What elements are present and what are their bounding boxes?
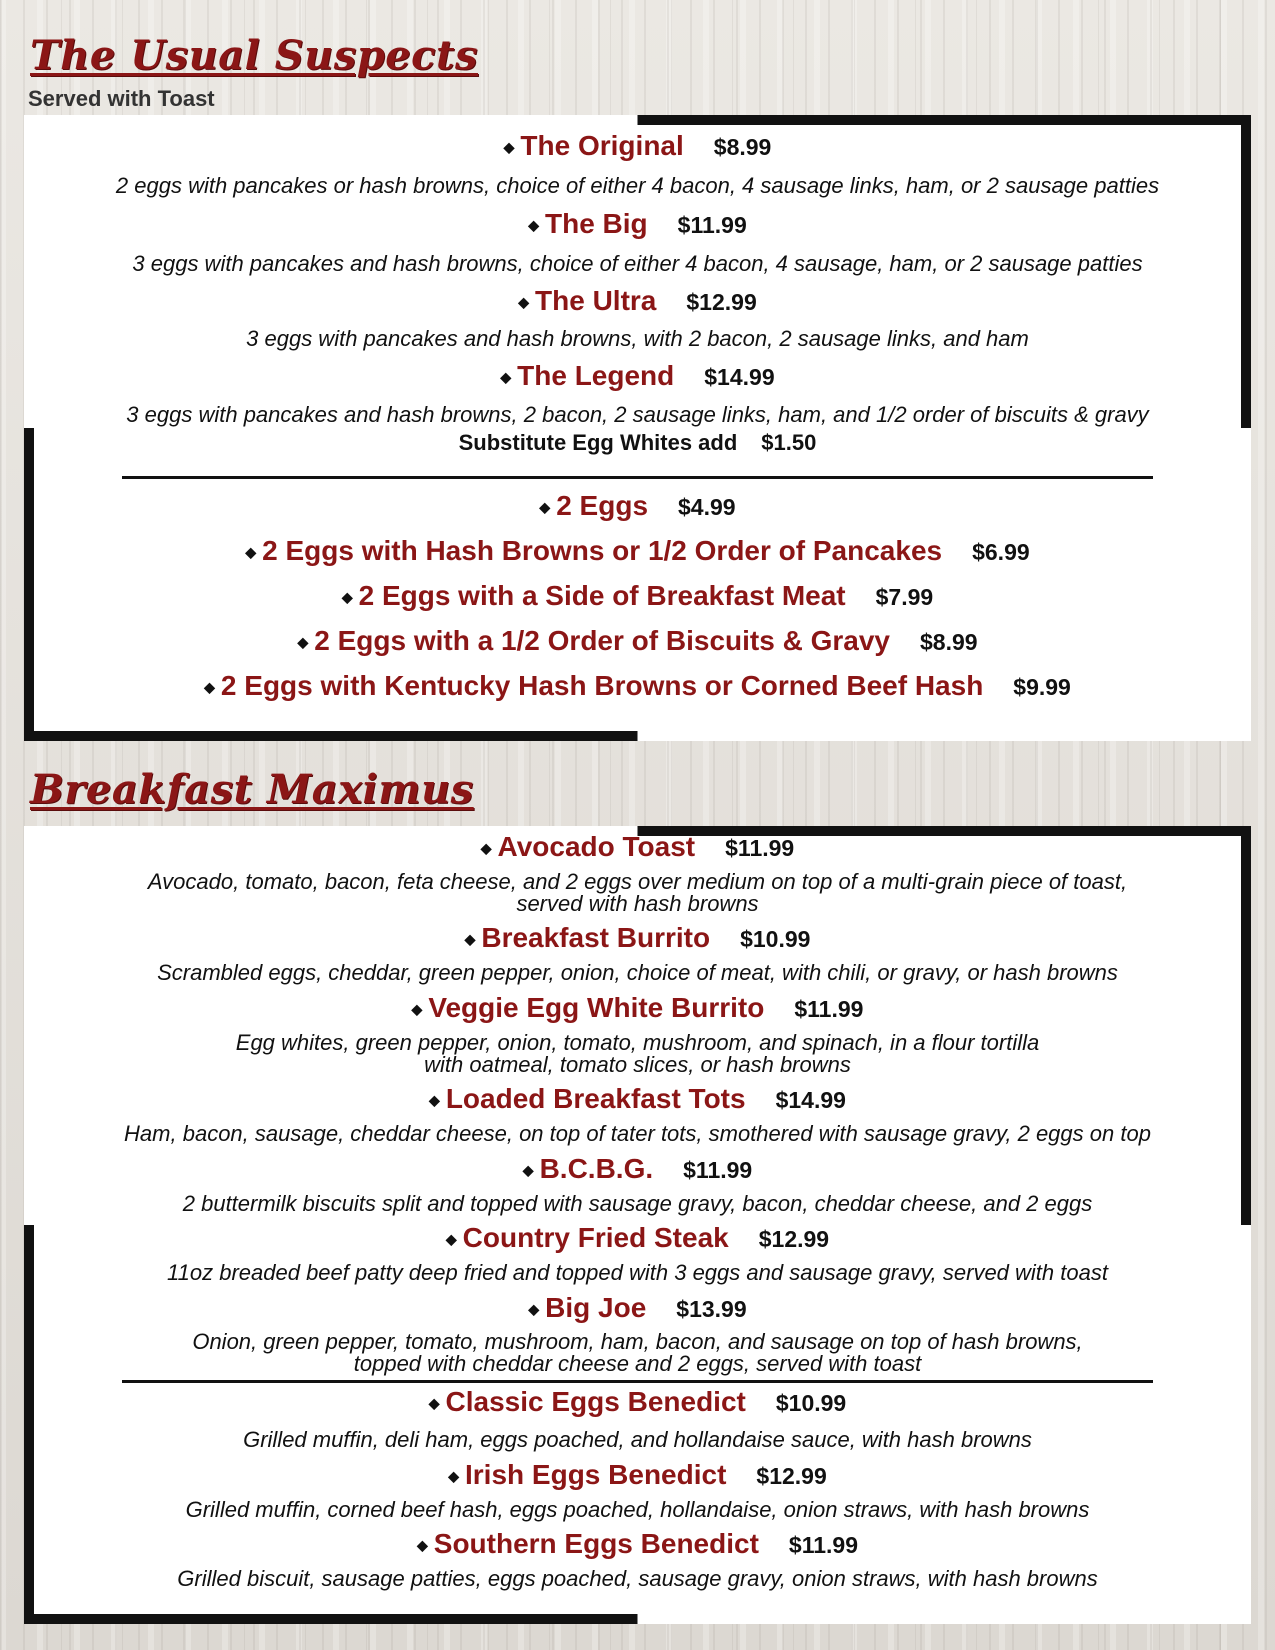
menu-item-title (34, 831, 1241, 863)
diamond-bullet-icon: ◆ (464, 931, 476, 947)
menu-item-description: 3 eggs with pancakes and hash browns, with 2 bacon, 2 sausage links, and ham (246, 326, 1029, 351)
menu-item-title (34, 208, 1241, 240)
menu-item-name: Big Joe (545, 1292, 647, 1323)
menu-item-name: Classic Eggs Benedict (445, 1386, 746, 1417)
menu-item-price: $12.99 (756, 1463, 827, 1489)
menu-item-name: Southern Eggs Benedict (433, 1528, 759, 1559)
menu-item-name: 2 Eggs with a Side of Breakfast Meat (358, 580, 846, 611)
menu-item-title (34, 285, 1241, 317)
menu-item-price: $8.99 (713, 134, 772, 160)
menu-item-title (34, 1292, 1241, 1324)
menu-item-name: Veggie Egg White Burrito (428, 992, 765, 1023)
menu-item-price: $14.99 (775, 1087, 846, 1113)
diamond-bullet-icon: ◆ (500, 369, 512, 385)
substitute-price: $1.50 (761, 430, 817, 455)
menu-item-title (34, 130, 1241, 162)
diamond-bullet-icon: ◆ (297, 634, 309, 650)
menu-item-price: $11.99 (788, 1532, 859, 1558)
menu-item-description: Grilled muffin, deli ham, eggs poached, and hollandaise sauce, with hash browns (243, 1427, 1032, 1452)
menu-item-description: Avocado, tomato, bacon, feta cheese, and 2 eggs over medium on top of a multi-grain piece of toast, (147, 869, 1128, 894)
diamond-bullet-icon: ◆ (539, 499, 551, 515)
menu-item-title (34, 1222, 1241, 1254)
menu-box-breakfast-maximus (24, 826, 1251, 1624)
menu-item-name: 2 Eggs (556, 490, 649, 521)
diamond-bullet-icon: ◆ (429, 1092, 440, 1108)
menu-item-price: $8.99 (919, 629, 978, 655)
menu-item-title (34, 670, 1241, 702)
substitute-note (34, 430, 1241, 456)
diamond-bullet-icon: ◆ (480, 840, 492, 856)
section-subtitle: Served with Toast (28, 86, 215, 111)
menu-item-price: $11.99 (725, 835, 795, 861)
menu-item-description: 2 eggs with pancakes or hash browns, choice of either 4 bacon, 4 sausage links, ham, or 2 sausage patties (115, 173, 1160, 198)
menu-item-description: Grilled biscuit, sausage patties, eggs poached, sausage gravy, onion straws, with hash browns (177, 1566, 1098, 1591)
diamond-bullet-icon: ◆ (518, 294, 530, 310)
menu-item-title (34, 580, 1241, 612)
menu-item-title (34, 992, 1241, 1024)
diamond-bullet-icon: ◆ (204, 679, 215, 695)
menu-item-price: $12.99 (686, 289, 757, 315)
menu-item-price: $13.99 (676, 1296, 747, 1322)
menu-item-description-line2: served with hash browns (516, 891, 759, 916)
menu-item-price: $14.99 (704, 364, 775, 390)
menu-item-price: $10.99 (740, 926, 811, 952)
menu-item-title (34, 1386, 1241, 1418)
menu-item-title (34, 1153, 1241, 1185)
menu-item-description: Grilled muffin, corned beef hash, eggs poached, hollandaise, onion straws, with hash browns (185, 1497, 1090, 1522)
menu-item-title (34, 1083, 1241, 1115)
menu-item-name: Breakfast Burrito (481, 922, 711, 953)
menu-item-price: $11.99 (683, 1157, 753, 1183)
menu-item-name: The Ultra (535, 285, 657, 316)
diamond-bullet-icon: ◆ (448, 1468, 459, 1484)
diamond-bullet-icon: ◆ (528, 217, 539, 233)
diamond-bullet-icon: ◆ (503, 139, 515, 155)
menu-item-title (34, 490, 1241, 522)
diamond-bullet-icon: ◆ (416, 1537, 428, 1553)
menu-item-title (34, 922, 1241, 954)
diamond-bullet-icon: ◆ (245, 544, 257, 560)
menu-item-description: Egg whites, green pepper, onion, tomato, mushroom, and spinach, in a flour tortilla (235, 1030, 1040, 1055)
menu-item-price: $9.99 (1013, 674, 1071, 700)
menu-item-title (34, 535, 1241, 567)
menu-item-price: $12.99 (758, 1226, 830, 1252)
menu-item-price: $10.99 (775, 1390, 847, 1416)
menu-item-price: $4.99 (678, 494, 736, 520)
diamond-bullet-icon: ◆ (341, 589, 353, 605)
diamond-bullet-icon: ◆ (411, 1001, 423, 1017)
divider (122, 1380, 1153, 1383)
menu-item-name: 2 Eggs with a 1/2 Order of Biscuits & Gravy (314, 625, 890, 656)
menu-item-price: $11.99 (677, 212, 747, 238)
diamond-bullet-icon: ◆ (445, 1231, 457, 1247)
substitute-label: Substitute Egg Whites add (458, 430, 738, 455)
menu-item-name: Irish Eggs Benedict (465, 1459, 727, 1490)
menu-item-name: 2 Eggs with Hash Browns or 1/2 Order of Pancakes (262, 535, 943, 566)
menu-item-description: 3 eggs with pancakes and hash browns, 2 bacon, 2 sausage links, ham, and 1/2 order of biscuits & gravy (126, 402, 1149, 427)
menu-item-name: Avocado Toast (497, 831, 696, 862)
menu-item-name: The Legend (517, 360, 675, 391)
menu-item-name: B.C.B.G. (539, 1153, 654, 1184)
menu-item-name: The Big (545, 208, 648, 239)
menu-item-name: Country Fried Steak (462, 1222, 729, 1253)
menu-item-description: 11oz breaded beef patty deep fried and topped with 3 eggs and sausage gravy, served with toast (167, 1260, 1108, 1285)
section-title-usual-suspects: The Usual Suspects (30, 32, 479, 79)
menu-item-title (34, 1528, 1241, 1560)
diamond-bullet-icon: ◆ (428, 1395, 440, 1411)
menu-box-usual-suspects (24, 115, 1251, 741)
menu-item-name: Loaded Breakfast Tots (445, 1083, 746, 1114)
menu-item-description: 2 buttermilk biscuits split and topped with sausage gravy, bacon, cheddar cheese, and 2 eggs (182, 1191, 1093, 1216)
menu-item-price: $6.99 (972, 539, 1030, 565)
menu-item-title (34, 625, 1241, 657)
menu-item-description: Ham, bacon, sausage, cheddar cheese, on top of tater tots, smothered with sausage gravy, 2 eggs on top (124, 1121, 1151, 1146)
section-title-breakfast-maximus: Breakfast Maximus (30, 766, 474, 813)
menu-item-description: Scrambled eggs, cheddar, green pepper, onion, choice of meat, with chili, or gravy, or hash browns (157, 960, 1118, 985)
menu-item-description-line2: with oatmeal, tomato slices, or hash browns (424, 1052, 851, 1077)
menu-item-price: $11.99 (794, 996, 864, 1022)
menu-item-name: The Original (520, 130, 684, 161)
menu-item-price: $7.99 (875, 584, 934, 610)
menu-item-description-line2: topped with cheddar cheese and 2 eggs, served with toast (353, 1351, 922, 1376)
diamond-bullet-icon: ◆ (528, 1301, 540, 1317)
menu-item-name: 2 Eggs with Kentucky Hash Browns or Corned Beef Hash (220, 670, 984, 701)
menu-item-description: Onion, green pepper, tomato, mushroom, ham, bacon, and sausage on top of hash browns, (192, 1329, 1083, 1354)
menu-item-description: 3 eggs with pancakes and hash browns, choice of either 4 bacon, 4 sausage, ham, or 2 sausage patties (132, 251, 1143, 276)
menu-item-title (34, 1459, 1241, 1491)
diamond-bullet-icon: ◆ (522, 1162, 534, 1178)
divider (122, 476, 1153, 479)
menu-item-title (34, 360, 1241, 392)
